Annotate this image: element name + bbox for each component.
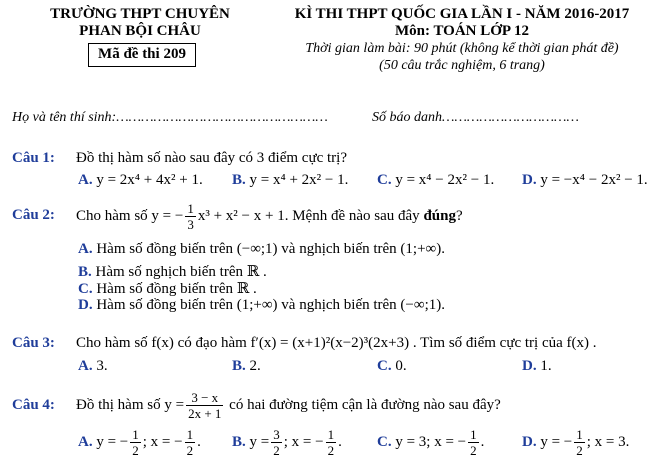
candidate-name-field[interactable]: Họ và tên thí sinh:……………………………………………: [12, 110, 328, 125]
question-3-option-a[interactable]: A. 3.: [78, 358, 108, 374]
question-3-option-b[interactable]: B. 2.: [232, 358, 261, 374]
question-3-option-c[interactable]: C. 0.: [377, 358, 407, 374]
question-4-label: Câu 4:: [12, 397, 55, 413]
question-4-option-c[interactable]: C. y = 3; x = − $\frac{1}{2}$ .: [377, 427, 485, 459]
question-2-option-b[interactable]: B. Hàm số nghịch biến trên ℝ .: [78, 264, 267, 280]
question-2-option-c[interactable]: C. Hàm số đồng biến trên ℝ .: [78, 281, 257, 297]
question-1-option-d[interactable]: D. y = −x⁴ − 2x² − 1.: [522, 172, 648, 188]
exam-code: Mã đề thi 209: [98, 46, 186, 62]
question-1-option-b[interactable]: B. y = x⁴ + 2x² − 1.: [232, 172, 349, 188]
question-2-text: Cho hàm số y = − $\frac{1}{3}$ x³ + x² − x + 1. Mệnh đề nào sau đây đúng?: [76, 201, 463, 233]
school-name-line1: TRƯỜNG THPT CHUYÊN: [50, 6, 230, 22]
question-3-option-d[interactable]: D. 1.: [522, 358, 552, 374]
exam-subject: Môn: TOÁN LỚP 12: [394, 23, 530, 39]
question-4-fraction: $\frac{3 - x}{2x + 1}$: [188, 390, 222, 422]
question-2-option-d[interactable]: D. Hàm số đồng biến trên (1;+∞) và nghịch biến trên (−∞;1).: [78, 297, 445, 313]
exam-time: Thời gian làm bài: 90 phút (không kể thời gian phát đề): [305, 41, 619, 56]
question-2-option-a[interactable]: A. Hàm số đồng biến trên (−∞;1) và nghịch biến trên (1;+∞).: [78, 241, 445, 257]
question-1-option-c[interactable]: C. y = x⁴ − 2x² − 1.: [377, 172, 495, 188]
exam-title: KÌ THI THPT QUỐC GIA LẦN I - NĂM 2016-2017: [294, 6, 630, 22]
question-4-option-a[interactable]: A. y = − $\frac{1}{2}$ ; x = − $\frac{1}{2}$ .: [78, 427, 201, 459]
exam-format: (50 câu trắc nghiệm, 6 trang): [379, 58, 545, 73]
question-3-label: Câu 3:: [12, 335, 55, 351]
question-4-text: Đồ thị hàm số y = $\frac{3 - x}{2x + 1}$ có hai đường tiệm cận là đường nào sau đây?: [76, 390, 501, 422]
question-4-option-d[interactable]: D. y = − $\frac{1}{2}$ ; x = 3.: [522, 427, 630, 459]
question-3-text: Cho hàm số f(x) có đạo hàm f′(x) = (x+1)²(x−2)³(2x+3) . Tìm số điểm cực trị của f(x) .: [76, 335, 597, 351]
question-4-option-b[interactable]: B. y = $\frac{3}{2}$ ; x = − $\frac{1}{2}$ .: [232, 427, 342, 459]
candidate-id-field[interactable]: Số báo danh……………………………: [372, 110, 579, 125]
school-name-line2: PHAN BỘI CHÂU: [79, 23, 201, 39]
question-2-label: Câu 2:: [12, 207, 55, 223]
question-1-label: Câu 1:: [12, 150, 55, 166]
question-1-option-a[interactable]: A. y = 2x⁴ + 4x² + 1.: [78, 172, 203, 188]
question-1-text: Đồ thị hàm số nào sau đây có 3 điểm cực trị?: [76, 150, 347, 166]
question-2-fraction: $\frac{1}{3}$: [187, 201, 194, 233]
